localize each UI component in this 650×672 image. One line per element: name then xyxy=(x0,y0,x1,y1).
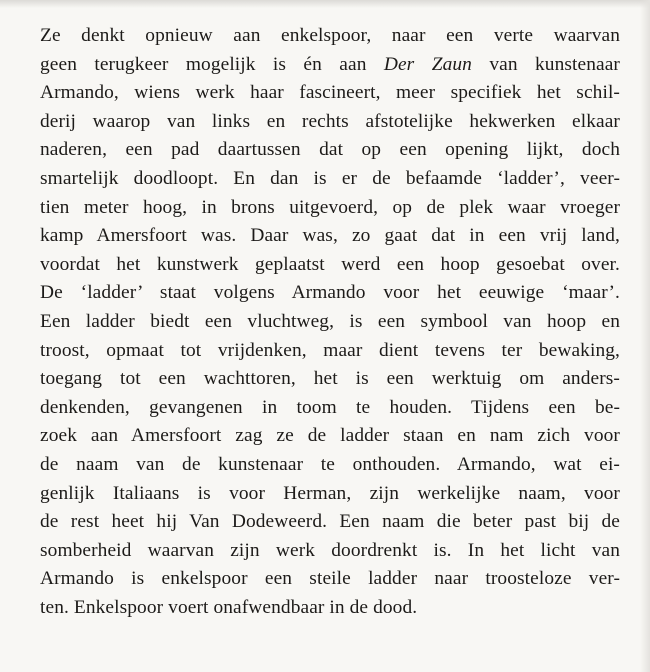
text-segment: derij waarop van links en rechts afstotelijke hekwerken elkaar xyxy=(40,110,620,132)
text-line xyxy=(40,365,620,394)
text-line xyxy=(40,565,620,594)
text-line xyxy=(40,337,620,366)
body-paragraph xyxy=(40,22,620,622)
italic-title: Der Zaun xyxy=(383,53,472,75)
text-segment: voordat het kunstwerk geplaatst werd een hoop gesoebat over. xyxy=(40,253,620,275)
text-line xyxy=(40,394,620,423)
text-line xyxy=(40,308,620,337)
text-segment: tien meter hoog, in brons uitgevoerd, op de plek waar vroeger xyxy=(40,196,620,218)
text-segment: troost, opmaat tot vrijdenken, maar dient tevens ter bewaking, xyxy=(40,339,620,361)
text-segment: naderen, een pad daartussen dat op een opening lijkt, doch xyxy=(40,139,620,161)
text-segment: Armando, wiens werk haar fascineert, meer specifiek het schil- xyxy=(40,82,620,104)
text-line xyxy=(40,51,620,80)
text-segment: somberheid waarvan zijn werk doordrenkt is. In het licht van xyxy=(40,539,620,561)
text-line xyxy=(40,222,620,251)
text-line xyxy=(40,279,620,308)
text-segment: Een ladder biedt een vluchtweg, is een symbool van hoop en xyxy=(40,310,620,332)
page-top-shadow xyxy=(0,0,650,8)
text-line xyxy=(40,537,620,566)
text-line xyxy=(40,451,620,480)
text-line xyxy=(40,480,620,509)
text-segment: Ze denkt opnieuw aan enkelspoor, naar een verte waarvan xyxy=(40,25,620,46)
text-segment: genlijk Italiaans is voor Herman, zijn werkelijke naam, voor xyxy=(40,482,620,504)
text-segment: van kunstenaar xyxy=(471,53,620,75)
text-line xyxy=(40,136,620,165)
text-segment: de naam van de kunstenaar te onthouden. Armando, wat ei- xyxy=(40,453,620,475)
text-line xyxy=(40,422,620,451)
text-line xyxy=(40,79,620,108)
text-line xyxy=(40,251,620,280)
text-line xyxy=(40,22,620,51)
text-segment: kamp Amersfoort was. Daar was, zo gaat dat in een vrij land, xyxy=(40,225,620,247)
text-segment: ten. Enkelspoor voert onafwendbaar in de dood. xyxy=(40,596,418,618)
text-line xyxy=(40,508,620,537)
text-segment: Armando is enkelspoor een steile ladder naar troosteloze ver- xyxy=(40,568,620,590)
text-segment: geen terugkeer mogelijk is én aan xyxy=(40,53,384,75)
text-segment: de rest heet hij Van Dodeweerd. Een naam die beter past bij de xyxy=(40,511,620,533)
text-segment: toegang tot een wachttoren, het is een werktuig om anders- xyxy=(40,368,620,390)
text-line xyxy=(40,194,620,223)
text-segment: denkenden, gevangenen in toom te houden. Tijdens een be- xyxy=(40,396,620,418)
text-segment: zoek aan Amersfoort zag ze de ladder staan en nam zich voor xyxy=(40,425,620,447)
text-segment: smartelijk doodloopt. En dan is er de befaamde ‘ladder’, veer- xyxy=(40,167,620,189)
text-line xyxy=(40,165,620,194)
text-line xyxy=(40,108,620,137)
page-right-edge xyxy=(640,0,650,672)
text-line xyxy=(40,594,620,623)
text-segment: De ‘ladder’ staat volgens Armando voor het eeuwige ‘maar’. xyxy=(40,282,620,304)
